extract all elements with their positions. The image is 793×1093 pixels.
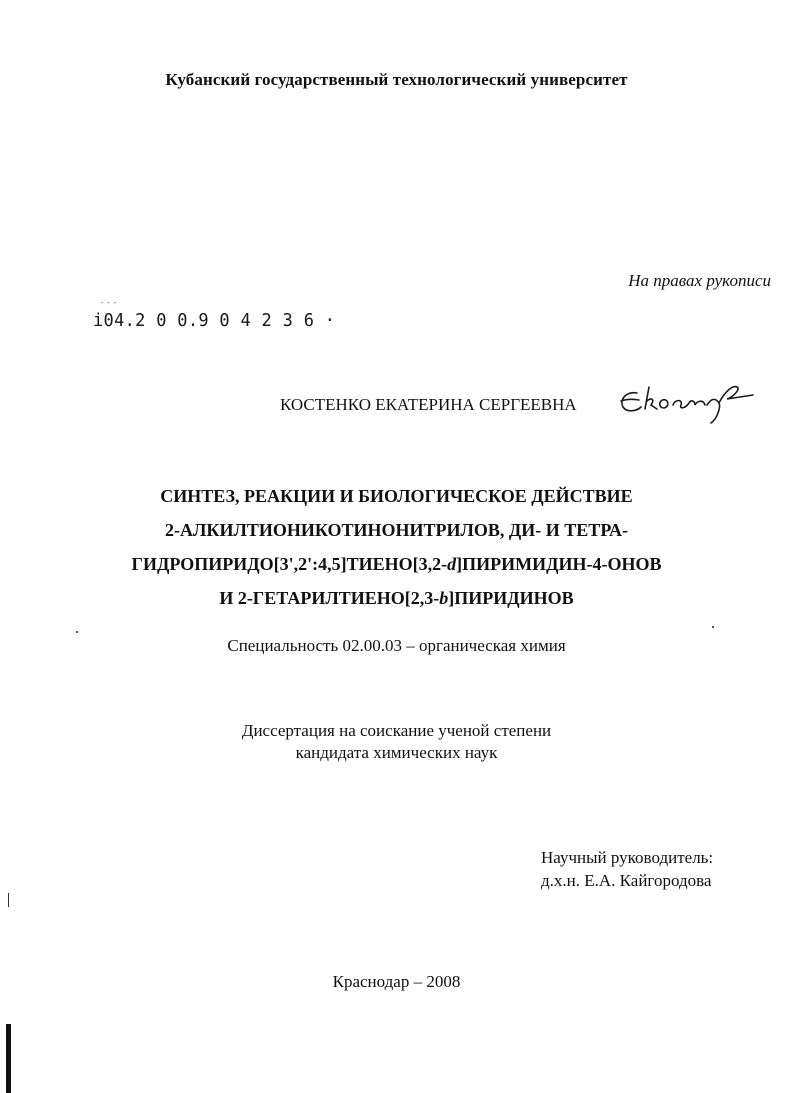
library-stamp-number: i04.2 0 0.9 0 4 2 3 6 · — [93, 310, 336, 332]
title-line-3-italic: d — [447, 554, 457, 574]
scan-mark-left — [8, 893, 9, 907]
stamp-top-marks: - - - — [100, 299, 117, 307]
title-line-4 — [0, 581, 793, 615]
author-name: КОСТЕНКО ЕКАТЕРИНА СЕРГЕЕВНА — [280, 395, 577, 414]
city-year: Краснодар – 2008 — [332, 972, 461, 991]
title-line-1: СИНТЕЗ, РЕАКЦИИ И БИОЛОГИЧЕСКОЕ ДЕЙСТВИЕ — [160, 486, 633, 506]
dissertation-title — [0, 479, 793, 615]
title-line-3-part-a: ГИДРОПИРИДО[3',2':4,5]ТИЕНО[3,2- — [131, 554, 448, 574]
scan-edge-bar — [6, 1024, 11, 1093]
title-line-4-part-c: ]ПИРИДИНОВ — [448, 588, 574, 608]
scan-speck — [76, 631, 78, 633]
title-line-4-part-a: И 2-ГЕТАРИЛТИЕНО[2,3- — [219, 588, 440, 608]
supervisor-name: д.х.н. Е.А. Кайгородова — [541, 871, 712, 890]
degree-line-1: Диссертация на соискание ученой степени — [241, 721, 552, 740]
specialty-line: Специальность 02.00.03 – органическая химия — [227, 636, 566, 655]
university-name: Кубанский государственный технологический университет — [165, 70, 628, 89]
title-line-3 — [0, 547, 793, 581]
degree-line-2: кандидата химических наук — [295, 743, 498, 762]
dissertation-degree — [0, 720, 793, 764]
supervisor-label: Научный руководитель: — [541, 848, 714, 867]
supervisor-block — [541, 846, 713, 892]
title-line-2: 2-АЛКИЛТИОНИКОТИНОНИТРИЛОВ, ДИ- И ТЕТРА- — [165, 520, 628, 540]
rights-note: На правах рукописи — [628, 271, 771, 290]
title-line-4-italic: b — [439, 588, 449, 608]
title-line-3-part-c: ]ПИРИМИДИН-4-ОНОВ — [456, 554, 662, 574]
author-signature — [615, 377, 760, 425]
scan-speck — [712, 626, 714, 628]
